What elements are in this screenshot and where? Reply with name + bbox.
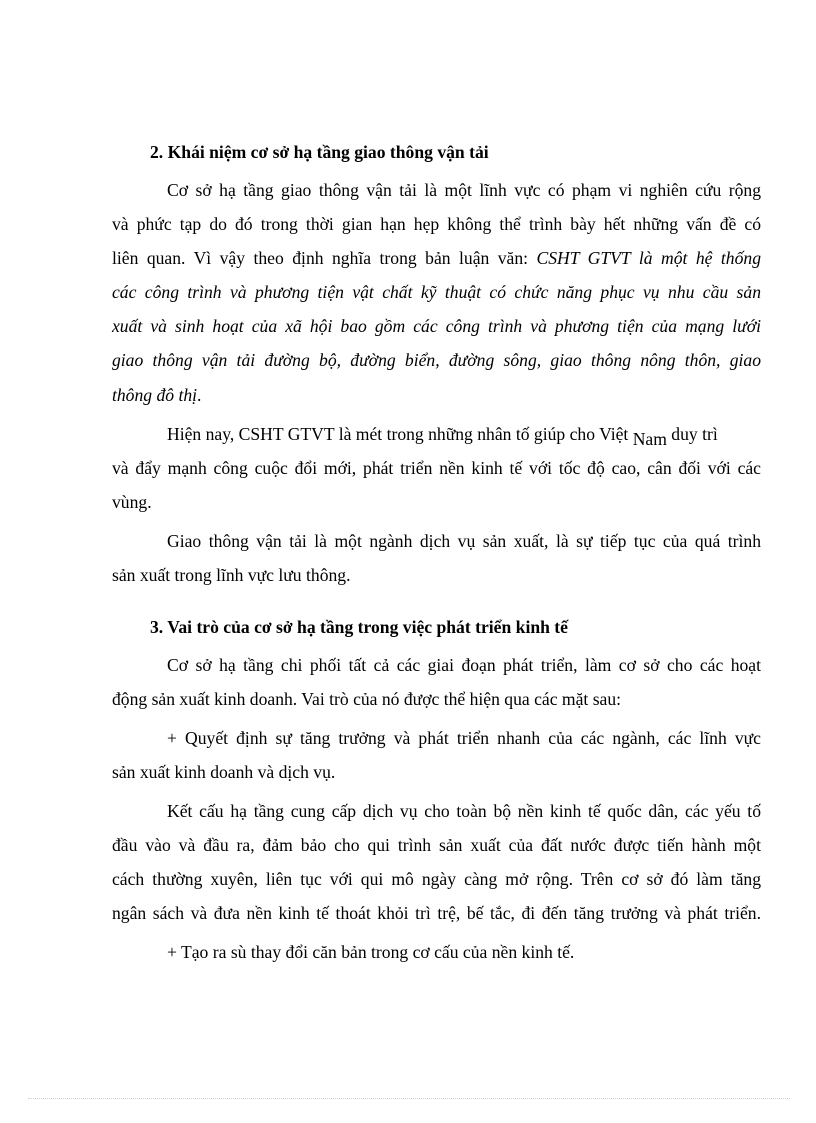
section-2-p3-line-2: sản xuất trong lĩnh vực lưu thông. [112,565,351,585]
section-2-p3-line-1: Giao thông vận tải là một ngành dịch vụ sản xuất, là sự tiếp tục của quá trình [167,531,761,551]
section-2-p2-line-1-a: Hiện nay, CSHT GTVT là mét trong những nhân tố giúp cho Việt [167,424,633,444]
section-3-p3-line-3: cách thường xuyên, liên tục với qui mô ngày càng mở rộng. Trên cơ sở đó làm tăng [112,869,761,889]
section-3-p2-line-2: sản xuất kinh doanh và dịch vụ. [112,762,336,782]
section-3-p3-line-2: đầu vào và đầu ra, đảm bảo cho qui trình sản xuất của đất nước được tiến hành một [112,835,761,855]
section-2-p1-line-6: giao thông vận tải đường bộ, đường biển, đường sông, giao thông nông thôn, giao [112,350,761,370]
section-2-p2-line-3: vùng. [112,492,152,512]
section-3-p3-line-1: Kết cấu hạ tầng cung cấp dịch vụ cho toàn bộ nền kinh tế quốc dân, các yếu tố [167,801,761,821]
section-2-p1-line-2: và phức tạp do đó trong thời gian hạn hẹp không thể trình bày hết những vấn đề có [112,214,761,234]
section-2-p1-line-7-end: . [197,385,202,405]
section-2-heading: 2. Khái niệm cơ sở hạ tầng giao thông vận tải [150,142,489,162]
section-2-p1-line-3-normal: liên quan. Vì vậy theo định nghĩa trong bản luận văn: [112,248,537,268]
section-2-p2-line-1-b: duy trì [666,424,718,444]
footer-divider [28,1098,790,1099]
section-2-p1-line-7-italic: thông đô thị [112,385,198,405]
section-2-p1-line-3 [112,247,761,269]
section-2-p1-line-1: Cơ sở hạ tầng giao thông vận tải là một lĩnh vực có phạm vi nghiên cứu rộng [167,180,761,200]
section-3-p3-line-4: ngân sách và đưa nền kinh tế thoát khỏi trì trệ, bế tắc, đi đến tăng trưởng và phát triển. [112,903,761,923]
section-2-p2-line-2: và đẩy mạnh công cuộc đổi mới, phát triển nền kinh tế với tốc độ cao, cân đối với các [112,458,761,478]
section-2-p1-line-4: các công trình và phương tiện vật chất kỹ thuật có chức năng phục vụ nhu cầu sản [112,282,761,302]
section-3-p2-line-1: + Quyết định sự tăng trưởng và phát triển nhanh của các ngành, các lĩnh vực [167,728,761,748]
section-2-p2-line-1 [167,423,718,449]
section-3-p1-line-2: động sản xuất kinh doanh. Vai trò của nó được thể hiện qua các mặt sau: [112,689,622,709]
section-2-p1-line-5: xuất và sinh hoạt của xã hội bao gồm các công trình và phương tiện của mạng lưới [112,316,761,336]
section-2-p1-line-7 [112,384,201,406]
section-3-p1-line-1: Cơ sở hạ tầng chi phối tất cả các giai đoạn phát triển, làm cơ sở cho các hoạt [167,655,761,675]
section-2-p1-line-3-italic: CSHT GTVT là một hệ thống [536,248,761,268]
section-2-p2-line-1-nam: Nam [632,429,667,449]
section-3-p4-line-1: + Tạo ra sù thay đổi căn bản trong cơ cấu của nền kinh tế. [167,942,575,962]
section-3-heading: 3. Vai trò của cơ sở hạ tầng trong việc phát triển kinh tế [150,617,568,637]
